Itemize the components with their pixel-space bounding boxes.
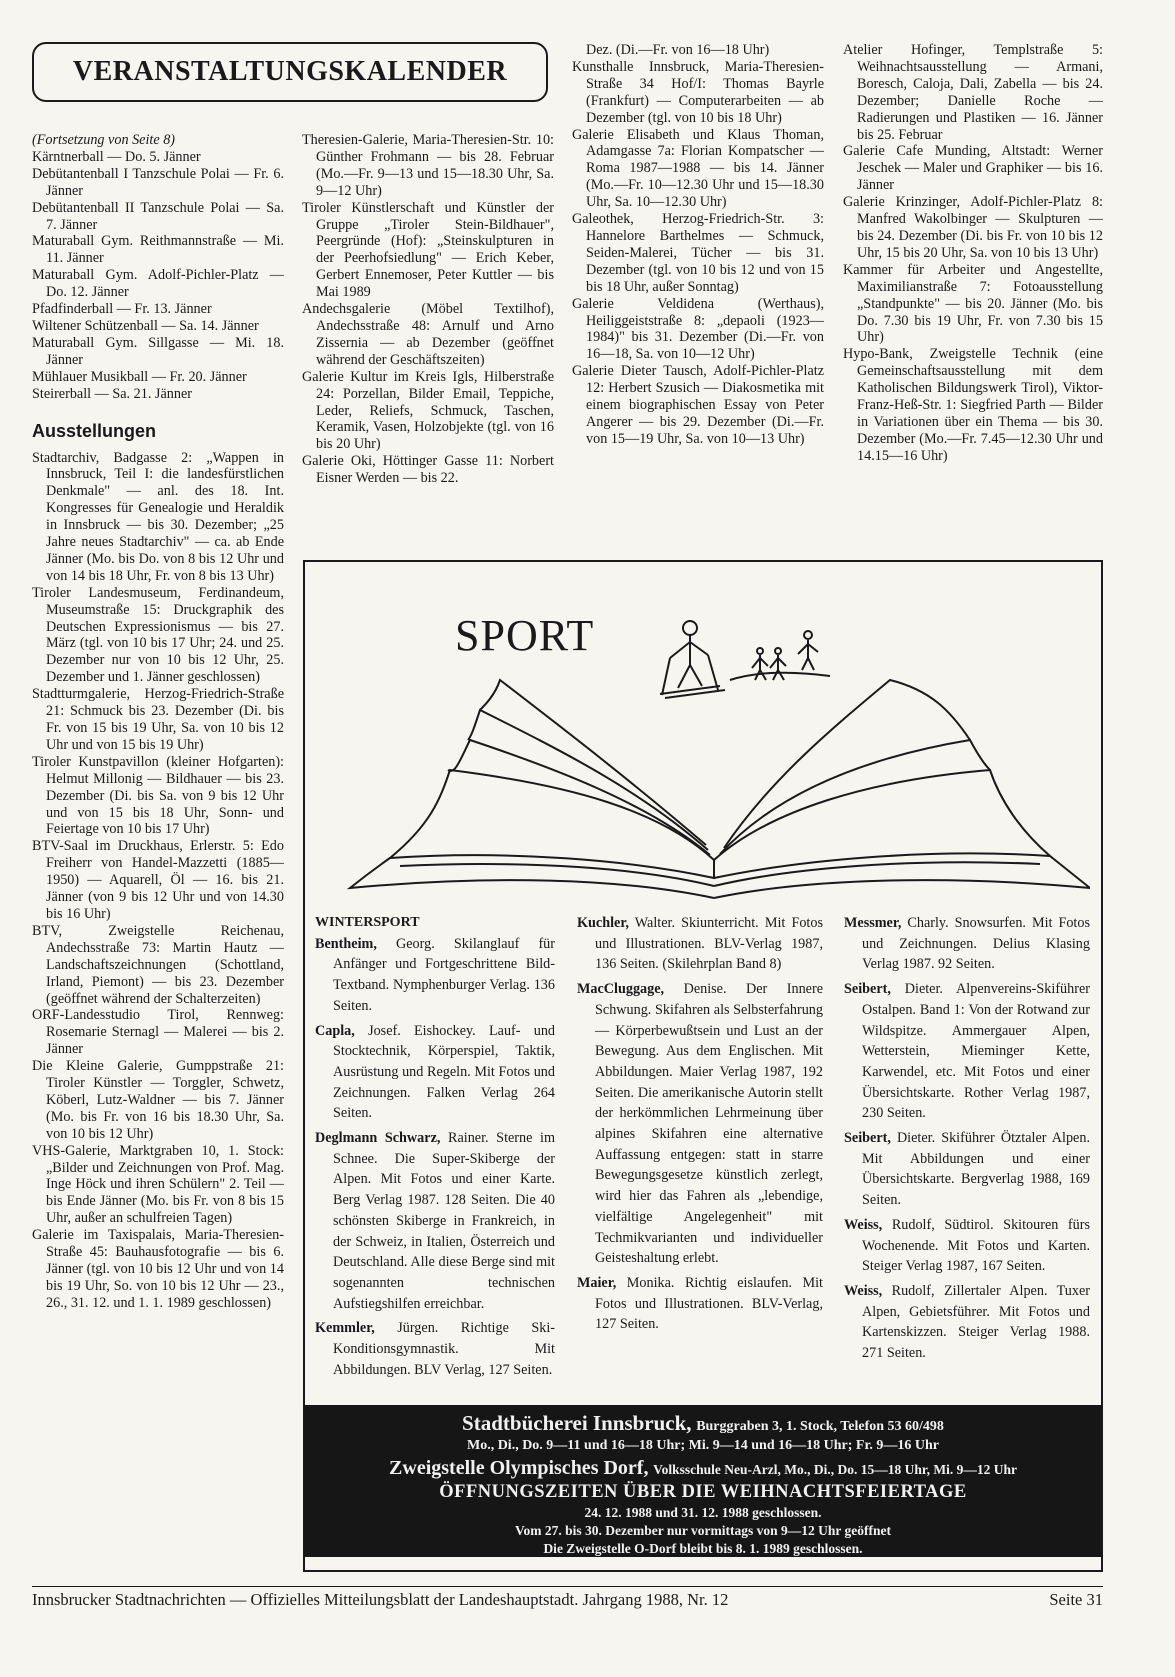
ball-item: Maturaball Gym. Adolf-Pichler-Platz — Do. 12. Jänner	[32, 267, 284, 301]
ball-item: Debütantenball I Tanzschule Polai — Fr. 6. Jänner	[32, 165, 284, 199]
book-column-b	[577, 913, 823, 1339]
exhibition-item: Galerie Dieter Tausch, Adolf-Pichler-Platz 12: Herbert Szusich — Diakosmetika mit einem biographischen Essay von Peter Angerer — bis 29. Dezember (Di.—Fr. von 15—19 Uhr, Sa. von 10—13 Uhr)	[572, 363, 824, 447]
library-address: Burggraben 3, 1. Stock, Telefon 53 60/498	[696, 1419, 944, 1434]
open-book-illustration-icon	[330, 610, 1090, 900]
exhibition-item: Hypo-Bank, Zweigstelle Technik (eine Gemeinschaftsausstellung mit dem Katholischen Bildungswerk Tirol), Viktor-Franz-Heß-Str. 1: Siegfried Parth — Bilder in Variationen über ein Thema — bis 30. Dezember (Mo.—Fr. 7.45—12.30 Uhr und 14.15—16 Uhr)	[843, 346, 1103, 464]
book-author: Deglmann Schwarz,	[315, 1130, 441, 1147]
sport-title: SPORT	[455, 611, 595, 660]
exhibition-item: Galerie Veldidena (Werthaus), Heiliggeiststraße 8: „depaoli (1923—1984)" bis 31. Dezember (Di.—Fr. von 16—18, Sa. von 10—12 Uhr)	[572, 295, 824, 363]
book-entry	[844, 1281, 1090, 1364]
exhibition-item: Stadtarchiv, Badgasse 2: „Wappen in Innsbruck, Teil I: die landesfürstlichen Denkmale" — anl. des 18. Int. Kongresses für Genealogie und Heraldik in Innsbruck — bis 30. Dezember; „25 Jahre neues Stadtarchiv" — ca. ab Ende Jänner (Mo. bis Do. von 8 bis 12 Uhr und von 14 bis 18 Uhr, Fr. von 8 bis 13 Uhr)	[32, 449, 284, 584]
ball-list	[32, 149, 284, 403]
continuation-note: (Fortsetzung von Seite 8)	[32, 132, 176, 148]
book-details: Georg. Skilanglauf für Anfänger und Fortgeschrittene Bild-Textband. Nymphenburger Verlag. 136 Seiten.	[333, 935, 555, 1014]
notice-branch-closure: Die Zweigstelle O-Dorf bleibt bis 8. 1. 1989 geschlossen.	[543, 1541, 863, 1556]
book-author: Kuchler,	[577, 915, 629, 931]
branch-hours: Volksschule Neu-Arzl, Mo., Di., Do. 15—18 Uhr, Mi. 9—12 Uhr	[653, 1462, 1017, 1477]
notice-holiday-heading: ÖFFNUNGSZEITEN ÜBER DIE WEIHNACHTSFEIERTAGE	[439, 1482, 967, 1502]
book-author: Weiss,	[844, 1282, 883, 1299]
book-entry	[315, 1021, 555, 1125]
book-author: Messmer,	[844, 915, 902, 931]
column-4	[843, 42, 1103, 465]
book-author: Seibert,	[844, 981, 891, 998]
exhibition-item: Kunsthalle Innsbruck, Maria-Theresien-Straße 34 Hof/I: Thomas Bayrle (Frankfurt) — Computerarbeiten — ab Dezember (tgl. von 10 bis 18 Uhr)	[572, 58, 824, 126]
book-author: MacCluggage,	[577, 981, 665, 998]
exhibition-list	[32, 450, 284, 1312]
book-entry	[315, 1318, 555, 1380]
notice-hours-main: Mo., Di., Do. 9—11 und 16—18 Uhr; Mi. 9—14 und 16—18 Uhr; Fr. 9—16 Uhr	[466, 1438, 939, 1453]
ball-item: Debütantenball II Tanzschule Polai — Sa. 7. Jänner	[32, 199, 284, 233]
exhibition-item: Theresien-Galerie, Maria-Theresien-Str. 10: Günther Frohmann — bis 28. Februar (Mo.—Fr. 9—13 und 15—18.30 Uhr, Sa. 9—12 Uhr)	[302, 132, 554, 199]
notice-morning-hours: Vom 27. bis 30. Dezember nur vormittags von 9—12 Uhr geöffnet	[515, 1523, 891, 1538]
exhibition-item: Atelier Hofinger, Templstraße 5: Weihnachtsausstellung — Armani, Boresch, Caloja, Dali, Zabella — bis 24. Dezember; Danielle Roche — Radierungen und Plastiken — 16. Jänner bis 25. Februar	[843, 42, 1103, 143]
column-1	[32, 132, 284, 1312]
book-column-a	[315, 913, 555, 1384]
exhibition-item: Galeothek, Herzog-Friedrich-Str. 3: Hannelore Barthelmes — Schmuck, Seiden-Malerei, Tücher — bis 31. Dezember (tgl. von 10 bis 12 und von 15 bis 18 Uhr, außer Sonntag)	[572, 211, 824, 295]
exhibition-item: Galerie Krinzinger, Adolf-Pichler-Platz 8: Manfred Wakolbinger — Skulpturen — bis 24. Dezember (Di. bis Fr. von 10 bis 12 Uhr, 15 bis 20 Uhr, Sa. von 10 bis 13 Uhr)	[843, 194, 1103, 261]
exhibition-item: BTV-Saal im Druckhaus, Erlerstr. 5: Edo Freiherr von Handel-Mazzetti (1885—1950) — Aquarell, Öl — 16. bis 21. Jänner (von 9 bis 12 Uhr und von 14.30 bis 16 Uhr)	[32, 838, 284, 922]
exhibition-item: Stadtturmgalerie, Herzog-Friedrich-Straße 21: Schmuck bis 23. Dezember (Di. bis Fr. von 15 bis 19 Uhr, Sa. von 10 bis 12 Uhr und von 15 bis 19 Uhr)	[32, 686, 284, 753]
branch-name: Zweigstelle Olympisches Dorf,	[389, 1457, 649, 1479]
book-entry	[577, 913, 823, 975]
book-entry	[315, 1128, 555, 1314]
book-column-c	[844, 913, 1090, 1368]
book-details: Dieter. Skiführer Ötztaler Alpen. Mit Abbildungen und einer Übersichtskarte. Bergverlag 1988, 169 Seiten.	[862, 1130, 1090, 1209]
exhibition-item: Galerie Oki, Höttinger Gasse 11: Norbert Eisner Werden — bis 22.	[302, 453, 554, 487]
book-details: Josef. Eishockey. Lauf- und Stocktechnik, Körperspiel, Taktik, Ausrüstung und Regeln. Mit Fotos und Zeichnungen. Falken Verlag 264 Seiten.	[333, 1022, 556, 1122]
book-details: Rudolf, Südtirol. Skitouren fürs Wochenende. Mit Fotos und Karten. Steiger Verlag 1987, 167 Seiten.	[862, 1216, 1090, 1275]
book-details: Walter. Skiunterricht. Mit Fotos und Illustrationen. BLV-Verlag 1987, 136 Seiten. (Skilehrplan Band 8)	[595, 915, 823, 973]
book-author: Weiss,	[844, 1216, 883, 1233]
exhibition-item: Tiroler Kunstpavillon (kleiner Hofgarten): Helmut Millonig — Bildhauer — bis 23. Dezember (Di. bis Sa. von 9 bis 12 Uhr und von 15 bis 18 Uhr, Sonn- und Feiertage von 10 bis 17 Uhr)	[32, 753, 284, 838]
book-entry	[844, 979, 1090, 1124]
book-details: Rudolf, Zillertaler Alpen. Tuxer Alpen, Gebietsführer. Mit Fotos und Kartenskizzen. Steiger Verlag 1988. 271 Seiten.	[862, 1282, 1091, 1362]
book-entry	[577, 979, 823, 1269]
book-details: Charly. Snowsurfen. Mit Fotos und Zeichnungen. Delius Klasing Verlag 1987. 92 Seiten.	[862, 915, 1090, 973]
exhibition-item: ORF-Landesstudio Tirol, Rennweg: Rosemarie Sternagl — Malerei — bis 2. Jänner	[32, 1007, 284, 1058]
notice-line-1	[303, 1411, 1103, 1436]
book-author: Bentheim,	[315, 935, 377, 952]
library-notice	[303, 1405, 1103, 1557]
book-author: Seibert,	[844, 1130, 891, 1147]
book-details: Rainer. Sterne im Schnee. Die Super-Skiberge der Alpen. Mit Fotos und einer Karte. Berg Verlag 1987. 128 Seiten. Die 40 schönsten Skiberge in Frankreich, in der Schweiz, in Italien, Österreich und Deutschland. Alle diese Berge sind mit sogenannten technischen Aufstiegshilfen erreichbar.	[333, 1130, 555, 1312]
exhibition-item: BTV, Zweigstelle Reichenau, Andechsstraße 73: Martin Hautz — Landschaftszeichnungen (Schottland, Irland, Piemont) — bis 23. Dezember (geöffnet während der Schalterzeiten)	[32, 922, 284, 1007]
wintersport-subheading: WINTERSPORT	[315, 915, 420, 930]
notice-closed-dates: 24. 12. 1988 und 31. 12. 1988 geschlossen.	[584, 1505, 822, 1520]
book-details: Dieter. Alpenvereins-Skiführer Ostalpen. Band 1: Von der Rotwand zur Wildspitze. Ammergauer Alpen, Wetterstein, Mieminger Kette, Karwendel, etc. Mit Fotos und einer Übersichtskarte. Rother Verlag 1987, 230 Seiten.	[862, 981, 1090, 1122]
exhibition-item: Tiroler Landesmuseum, Ferdinandeum, Museumstraße 15: Druckgraphik des Deutschen Expressionismus — bis 27. März (tgl. von 10 bis 17 Uhr; 24. und 25. Dezember nur von 10 bis 12 Uhr, 25. Dezember und 1. Jänner geschlossen)	[32, 584, 284, 686]
ball-item: Steirerball — Sa. 21. Jänner	[32, 385, 192, 402]
book-entry	[844, 1215, 1090, 1277]
book-author: Kemmler,	[315, 1320, 375, 1337]
book-details: Monika. Richtig eislaufen. Mit Fotos und Illustrationen. BLV-Verlag, 127 Seiten.	[595, 1274, 824, 1333]
library-name: Stadtbücherei Innsbruck,	[462, 1411, 692, 1435]
calendar-title-box	[32, 42, 548, 102]
book-entry	[315, 934, 555, 1017]
exhibition-item: Galerie im Taxispalais, Maria-Theresien-Straße 45: Bauhausfotografie — bis 6. Jänner (tgl. von 10 bis 12 Uhr und von 14 bis 19 Uhr, So. von 10 bis 12 Uhr — 23., 26., 31. 12. und 1. 1. 1989 geschlossen)	[32, 1227, 284, 1311]
exhibition-item: Die Kleine Galerie, Gumppstraße 21: Tiroler Künstler — Torggler, Schwetz, Köberl, Lutz-Waldner — bis 7. Jänner (Mo. bis Fr. von 16 bis 18.30 Uhr, Sa. von 10 bis 12 Uhr)	[32, 1058, 284, 1142]
exhibition-item: Galerie Kultur im Kreis Igls, Hilberstraße 24: Porzellan, Bilder Email, Teppiche, Leder, Reliefs, Schmuck, Taschen, Keramik, Vasen, Holzobjekte (tgl. von 16 bis 20 Uhr)	[302, 368, 554, 453]
exhibition-item: VHS-Galerie, Marktgraben 10, 1. Stock: „Bilder und Zeichnungen von Prof. Mag. Inge Höck und ihren Schülern" 2. Teil — bis Ende Jänner (Mo. bis Fr. von 8 bis 15 Uhr, außer an schulfreien Tagen)	[32, 1142, 284, 1227]
book-entry	[577, 1273, 823, 1335]
ball-item: Kärntnerball — Do. 5. Jänner	[32, 148, 201, 165]
section-heading-ausstellungen: Ausstellungen	[32, 420, 157, 441]
exhibition-item: Tiroler Künstlerschaft und Künstler der Gruppe „Tiroler Stein-Bildhauer", Peergründe (Hof): „Steinskulpturen in der Peerhofsiedlung" — Erich Keber, Gerbert Ennemoser, Peter Kuttler — bis Mai 1989	[302, 199, 554, 301]
ball-item: Maturaball Gym. Sillgasse — Mi. 18. Jänner	[32, 334, 284, 368]
book-entry	[844, 913, 1090, 975]
notice-line-3	[303, 1457, 1103, 1480]
footer-divider	[32, 1586, 1103, 1587]
book-details: Denise. Der Innere Schwung. Skifahren als Selbsterfahrung — Körperbewußtsein und Lust an der Bewegung. Aus dem Englischen. Mit Abbildungen. Maier Verlag 1987, 192 Seiten. Die amerikanische Autorin stellt der herkömmlichen Lehrmeinung über alpines Skifahren eine alternative Auffassung entgegen: statt in starre Bewegungsgesetze künstlich zerlegt, wird hier das Fahren als „lebendige, vielfältige Angelegenheit" mit Techmikvarianten und individueller Geisteshaltung erlebt.	[595, 981, 823, 1267]
ball-item: Mühlauer Musikball — Fr. 20. Jänner	[32, 368, 247, 385]
book-entry	[844, 1128, 1090, 1211]
exhibition-item: Galerie Cafe Munding, Altstadt: Werner Jeschek — Maler und Graphiker — bis 16. Jänner	[843, 143, 1103, 194]
ball-item: Pfadfinderball — Fr. 13. Jänner	[32, 301, 212, 318]
footer-publication: Innsbrucker Stadtnachrichten — Offizielles Mitteilungsblatt der Landeshauptstadt. Jahrgang 1988, Nr. 12	[32, 1590, 729, 1609]
book-author: Capla,	[315, 1022, 355, 1039]
ball-item: Wiltener Schützenball — Sa. 14. Jänner	[32, 317, 259, 334]
book-author: Maier,	[577, 1274, 617, 1291]
page-title: VERANSTALTUNGSKALENDER	[72, 56, 508, 87]
exhibition-item: Andechsgalerie (Möbel Textilhof), Andechsstraße 48: Arnulf und Arno Zissernia — ab Dezember (geöffnet während der Geschäftszeiten)	[302, 301, 554, 368]
exhibition-item: Kammer für Arbeiter und Angestellte, Maximilianstraße 7: Fotoausstellung „Standpunkte" — bis 20. Jänner (Mo. bis Do. 7.30 bis 19 Uhr, Fr. von 7.30 bis 15 Uhr)	[843, 261, 1103, 346]
footer-page-number: Seite 31	[1049, 1590, 1103, 1609]
column-3	[572, 42, 824, 448]
column-2	[302, 132, 554, 487]
book-details: Jürgen. Richtige Ski-Konditionsgymnastik. Mit Abbildungen. BLV Verlag, 127 Seiten.	[333, 1320, 555, 1378]
exhibition-continuation: Dez. (Di.—Fr. von 16—18 Uhr)	[586, 42, 770, 58]
exhibition-item: Galerie Elisabeth und Klaus Thoman, Adamgasse 7a: Florian Kompatscher — Roma 1987—1988 — bis 14. Jänner (Mo.—Fr. 10—12.30 Uhr und 15—18.30 Uhr, Sa. 10—12.30 Uhr)	[572, 126, 824, 211]
ball-item: Maturaball Gym. Reithmannstraße — Mi. 11. Jänner	[32, 233, 284, 267]
